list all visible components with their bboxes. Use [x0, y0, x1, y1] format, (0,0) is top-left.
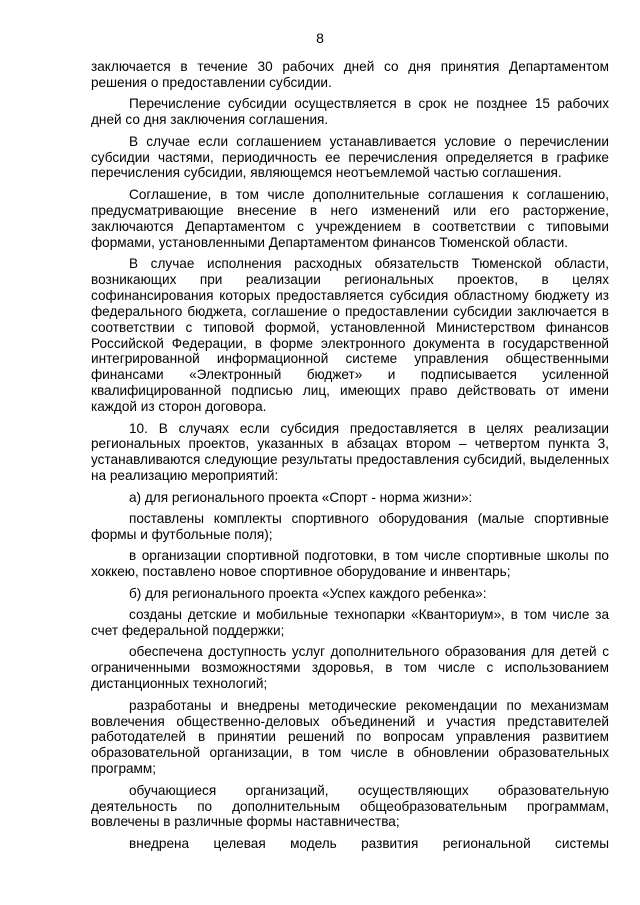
paragraph-sport-equipment: поставлены комплекты спортивного оборудования (малые спортивные формы и футбольные поля); [91, 511, 609, 542]
paragraph-project-sport: а) для регионального проекта «Спорт - норма жизни»: [129, 489, 473, 505]
paragraph-accessibility: обеспечена доступность услуг дополнительного образования для детей с ограниченными возможностями здоровья, в том числе с использованием дистанционных технологий; [91, 644, 609, 692]
paragraph-installment-schedule: В случае если соглашением устанавливается условие о перечислении субсидии частями, периодичность ее перечисления определяется в графике перечисления субсидии, являющемся неотъемлемой частью соглашения. [91, 133, 609, 181]
paragraph-quantorium: созданы детские и мобильные технопарки «Кванториум», в том числе за счет федеральной поддержки; [91, 607, 609, 638]
paragraph-decision-continuation: заключается в течение 30 рабочих дней со дня принятия Департаментом решения о предоставлении субсидии. [91, 59, 609, 90]
paragraph-transfer-deadline: Перечисление субсидии осуществляется в срок не позднее 15 рабочих дней со дня заключения соглашения. [91, 96, 609, 128]
page-number: 8 [316, 30, 324, 46]
document-body [91, 59, 609, 852]
paragraph-hockey-schools: в организации спортивной подготовки, в том числе спортивные школы по хоккею, поставлено новое спортивное оборудование и инвентарь; [91, 548, 609, 580]
paragraph-methodical-recommendations: разработаны и внедрены методические рекомендации по механизмам вовлечения общественно-деловых объединений и участия представителей работодателей в принятии решений по вопросам управления развитием образовательной организации, в том числе в обновлении образовательных программ; [91, 697, 609, 777]
paragraph-project-success: б) для регионального проекта «Успех каждого ребенка»: [129, 585, 487, 601]
paragraph-agreement-forms: Соглашение, в том числе дополнительные соглашения к соглашению, предусматривающие внесение в него изменений или его расторжение, заключаются Департаментом с учреждением в соответствии с типовыми формами, установленными Департаментом финансов Тюменской области. [91, 186, 609, 250]
paragraph-regional-projects-agreement: В случае исполнения расходных обязательств Тюменской области, возникающих при реализации региональных проектов, в целях софинансирования которых предоставляется субсидия областному бюджету из федерального бюджета, соглашение о предоставлении субсидии заключается в соответствии с типовой формой, установленной Министерством финансов Российской Федерации, в форме электронного документа в государственной интегрированной информационной системе управления общественными финансами «Электронный бюджет» и подписывается усиленной квалифицированной подписью лиц, имеющих право действовать от имени каждой из сторон договора. [91, 255, 609, 415]
paragraph-mentoring: обучающиеся организаций, осуществляющих образовательную деятельность по дополнительным общеобразовательным программам, вовлечены в различные формы наставничества; [91, 782, 609, 830]
paragraph-item-10: 10. В случаях если субсидия предоставляется в целях реализации региональных проектов, указанных в абзацах втором – четвертом пункта 3, устанавливаются следующие результаты предоставления субсидий, выделенных на реализацию мероприятий: [91, 420, 609, 484]
paragraph-target-model: внедрена целевая модель развития региональной системы [129, 835, 609, 851]
